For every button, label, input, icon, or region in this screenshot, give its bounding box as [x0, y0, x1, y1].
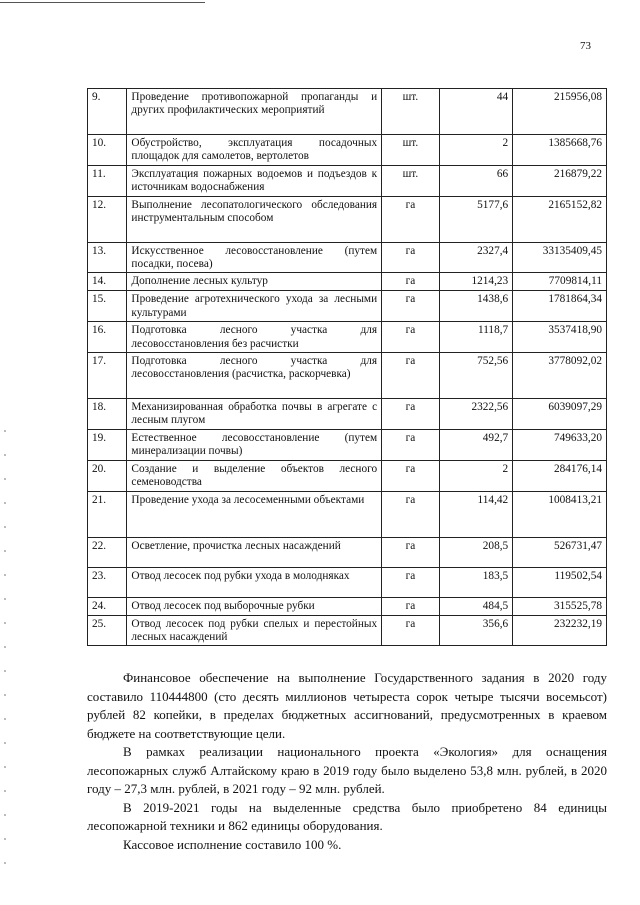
- table-row: [88, 399, 607, 430]
- cell-unit: шт.: [382, 135, 440, 166]
- cell-quantity: 484,5: [439, 597, 513, 615]
- cell-amount: 1781864,34: [513, 291, 607, 322]
- cell-amount: 7709814,11: [513, 273, 607, 291]
- scan-margin-dots: [4, 430, 6, 880]
- cell-activity-name: Проведение ухода за лесосеменными объектами: [127, 491, 382, 537]
- table-row: [88, 291, 607, 322]
- table-row: [88, 429, 607, 460]
- cell-activity-name: Отвод лесосек под рубки спелых и перестойных лесных насаждений: [127, 615, 382, 646]
- cell-row-number: 16.: [88, 322, 127, 353]
- cell-row-number: 15.: [88, 291, 127, 322]
- table-row: [88, 537, 607, 567]
- cell-activity-name: Создание и выделение объектов лесного семеноводства: [127, 460, 382, 491]
- cell-activity-name: Подготовка лесного участка для лесовосстановления без расчистки: [127, 322, 382, 353]
- cell-quantity: 114,42: [439, 491, 513, 537]
- cell-row-number: 21.: [88, 491, 127, 537]
- cell-activity-name: Дополнение лесных культур: [127, 273, 382, 291]
- cell-quantity: 2322,56: [439, 399, 513, 430]
- table-row: [88, 460, 607, 491]
- paragraph-cash-execution: Кассовое исполнение составило 100 %.: [123, 836, 342, 852]
- cell-activity-name: Эксплуатация пожарных водоемов и подъездов к источникам водоснабжения: [127, 165, 382, 196]
- cell-amount: 33135409,45: [513, 242, 607, 273]
- table-row: [88, 165, 607, 196]
- cell-quantity: 492,7: [439, 429, 513, 460]
- cell-unit: га: [382, 597, 440, 615]
- cell-unit: шт.: [382, 89, 440, 135]
- cell-activity-name: Отвод лесосек под рубки ухода в молодняках: [127, 567, 382, 597]
- cell-unit: га: [382, 291, 440, 322]
- cell-row-number: 24.: [88, 597, 127, 615]
- cell-amount: 526731,47: [513, 537, 607, 567]
- cell-activity-name: Подготовка лесного участка для лесовосстановления (расчистка, раскорчевка): [127, 353, 382, 399]
- cell-quantity: 2: [439, 460, 513, 491]
- cell-unit: га: [382, 273, 440, 291]
- cell-unit: га: [382, 322, 440, 353]
- cell-unit: га: [382, 537, 440, 567]
- cell-quantity: 2: [439, 135, 513, 166]
- paragraph-equipment: В 2019-2021 годы на выделенные средства было приобретено 84 единицы лесопожарной техники и 862 единицы оборудования.: [87, 799, 607, 833]
- table-row: [88, 615, 607, 646]
- header-rule: [0, 2, 205, 3]
- table-row: [88, 89, 607, 135]
- cell-row-number: 17.: [88, 353, 127, 399]
- cell-amount: 284176,14: [513, 460, 607, 491]
- table-row: [88, 242, 607, 273]
- cell-quantity: 356,6: [439, 615, 513, 646]
- cell-amount: 315525,78: [513, 597, 607, 615]
- cell-amount: 232232,19: [513, 615, 607, 646]
- cell-quantity: 2327,4: [439, 242, 513, 273]
- table-row: [88, 135, 607, 166]
- cell-unit: га: [382, 196, 440, 242]
- cell-amount: 1385668,76: [513, 135, 607, 166]
- table-row: [88, 353, 607, 399]
- table-row: [88, 196, 607, 242]
- cell-activity-name: Естественное лесовосстановление (путем минерализации почвы): [127, 429, 382, 460]
- table-body: [88, 89, 607, 646]
- cell-amount: 119502,54: [513, 567, 607, 597]
- cell-amount: 1008413,21: [513, 491, 607, 537]
- cell-activity-name: Проведение агротехнического ухода за лесными культурами: [127, 291, 382, 322]
- cell-row-number: 18.: [88, 399, 127, 430]
- cell-amount: 216879,22: [513, 165, 607, 196]
- table-row: [88, 491, 607, 537]
- cell-quantity: 1214,23: [439, 273, 513, 291]
- cell-row-number: 20.: [88, 460, 127, 491]
- cell-quantity: 1438,6: [439, 291, 513, 322]
- cell-quantity: 752,56: [439, 353, 513, 399]
- cell-quantity: 183,5: [439, 567, 513, 597]
- cell-unit: га: [382, 460, 440, 491]
- cell-amount: 215956,08: [513, 89, 607, 135]
- cell-unit: га: [382, 429, 440, 460]
- cell-quantity: 44: [439, 89, 513, 135]
- cell-row-number: 9.: [88, 89, 127, 135]
- cell-row-number: 13.: [88, 242, 127, 273]
- cell-row-number: 19.: [88, 429, 127, 460]
- cell-activity-name: Механизированная обработка почвы в агрегате с лесным плугом: [127, 399, 382, 430]
- cell-unit: га: [382, 399, 440, 430]
- cell-row-number: 10.: [88, 135, 127, 166]
- cell-quantity: 208,5: [439, 537, 513, 567]
- cell-amount: 3778092,02: [513, 353, 607, 399]
- cell-quantity: 1118,7: [439, 322, 513, 353]
- cell-unit: га: [382, 567, 440, 597]
- cell-row-number: 14.: [88, 273, 127, 291]
- cell-amount: 749633,20: [513, 429, 607, 460]
- cell-activity-name: Осветление, прочистка лесных насаждений: [127, 537, 382, 567]
- cell-activity-name: Искусственное лесовосстановление (путем посадки, посева): [127, 242, 382, 273]
- cell-activity-name: Отвод лесосек под выборочные рубки: [127, 597, 382, 615]
- cell-amount: 6039097,29: [513, 399, 607, 430]
- cell-row-number: 11.: [88, 165, 127, 196]
- table-row: [88, 597, 607, 615]
- table-row: [88, 322, 607, 353]
- cell-row-number: 25.: [88, 615, 127, 646]
- cell-row-number: 22.: [88, 537, 127, 567]
- cell-unit: шт.: [382, 165, 440, 196]
- cell-row-number: 12.: [88, 196, 127, 242]
- paragraph-funding: Финансовое обеспечение на выполнение Государственного задания в 2020 году составило 110444800 (сто десять миллионов четыреста сорок четыре тысячи восемьсот) рублей 82 копейки, в пределах бюджетных ассигнований, предусмотренных в краевом бюджете на соответствующие цели.: [87, 670, 607, 741]
- page-number: 73: [580, 40, 591, 52]
- table-row: [88, 567, 607, 597]
- activities-table: [87, 88, 607, 646]
- table-row: [88, 273, 607, 291]
- cell-row-number: 23.: [88, 567, 127, 597]
- cell-activity-name: Проведение противопожарной пропаганды и других профилактических мероприятий: [127, 89, 382, 135]
- cell-quantity: 5177,6: [439, 196, 513, 242]
- cell-amount: 3537418,90: [513, 322, 607, 353]
- cell-unit: га: [382, 242, 440, 273]
- body-text: [87, 669, 607, 854]
- cell-amount: 2165152,82: [513, 196, 607, 242]
- cell-unit: га: [382, 615, 440, 646]
- cell-activity-name: Выполнение лесопатологического обследования инструментальным способом: [127, 196, 382, 242]
- cell-activity-name: Обустройство, эксплуатация посадочных площадок для самолетов, вертолетов: [127, 135, 382, 166]
- paragraph-ecology-project: В рамках реализации национального проекта «Экология» для оснащения лесопожарных служб Алтайскому краю в 2019 году было выделено 53,8 млн. рублей, в 2020 году – 27,3 млн. рублей, в 2021 году – 92 млн. рублей.: [87, 744, 607, 796]
- cell-quantity: 66: [439, 165, 513, 196]
- cell-unit: га: [382, 353, 440, 399]
- cell-unit: га: [382, 491, 440, 537]
